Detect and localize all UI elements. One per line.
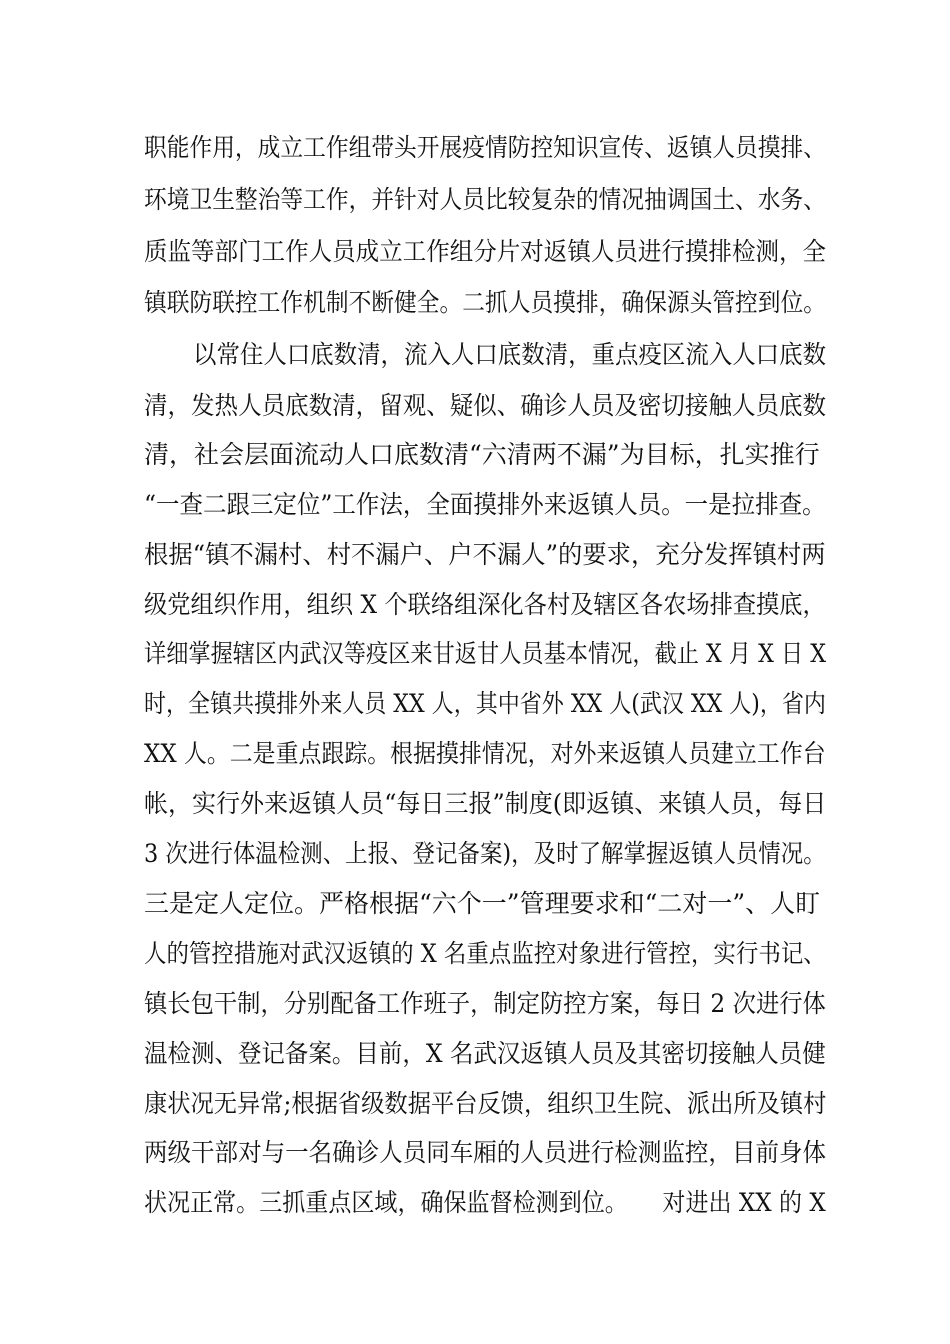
text-line-13: XX 人。二是重点跟踪。根据摸排情况，对外来返镇人员建立工作台	[144, 739, 826, 768]
text-line-20: 康状况无异常;根据省级数据平台反馈，组织卫生院、派出所及镇村	[144, 1089, 827, 1118]
text-line-14: 帐，实行外来返镇人员“每日三报”制度(即返镇、来镇人员，每日	[144, 789, 827, 818]
text-line-4: 镇联防联控工作机制不断健全。二抓人员摸排，确保源头管控到位。	[144, 288, 826, 317]
text-line-16: 三是定人定位。严格根据“六个一”管理要求和“二对一”、人盯	[144, 889, 821, 918]
text-line-7: 清，社会层面流动人口底数清“六清两不漏”为目标，扎实推行	[144, 440, 820, 469]
text-line-11: 详细掌握辖区内武汉等疫区来甘返甘人员基本情况，截止 X 月 X 日 X	[144, 639, 827, 668]
text-line-3: 质监等部门工作人员成立工作组分片对返镇人员进行摸排检测，全	[144, 237, 827, 266]
text-line-6: 清，发热人员底数清，留观、疑似、确诊人员及密切接触人员底数	[144, 391, 827, 420]
text-line-2: 环境卫生整治等工作，并针对人员比较复杂的情况抽调国土、水务、	[144, 185, 826, 214]
text-line-15: 3 次进行体温检测、上报、登记备案)，及时了解掌握返镇人员情况。	[144, 839, 826, 868]
text-line-17: 人的管控措施对武汉返镇的 X 名重点监控对象进行管控，实行书记、	[144, 939, 826, 968]
text-line-22: 状况正常。三抓重点区域，确保监督检测到位。 对进出 XX 的 X	[144, 1188, 826, 1217]
text-line-21: 两级干部对与一名确诊人员同车厢的人员进行检测监控，目前身体	[144, 1138, 827, 1167]
text-line-1: 职能作用，成立工作组带头开展疫情防控知识宣传、返镇人员摸排、	[144, 133, 826, 162]
text-line-12: 时，全镇共摸排外来人员 XX 人，其中省外 XX 人(武汉 XX 人)，省内	[144, 689, 826, 718]
text-line-10: 级党组织作用，组织 X 个联络组深化各村及辖区各农场排查摸底，	[144, 590, 826, 619]
text-line-8: “一查二跟三定位”工作法，全面摸排外来返镇人员。一是拉排查。	[144, 490, 826, 519]
text-line-5: 以常住人口底数清，流入人口底数清，重点疫区流入人口底数	[193, 340, 827, 369]
text-line-18: 镇长包干制，分别配备工作班子，制定防控方案，每日 2 次进行体	[144, 989, 826, 1018]
text-line-19: 温检测、登记备案。目前，X 名武汉返镇人员及其密切接触人员健	[144, 1039, 826, 1068]
text-line-9: 根据“镇不漏村、村不漏户、户不漏人”的要求，充分发挥镇村两	[144, 540, 826, 569]
